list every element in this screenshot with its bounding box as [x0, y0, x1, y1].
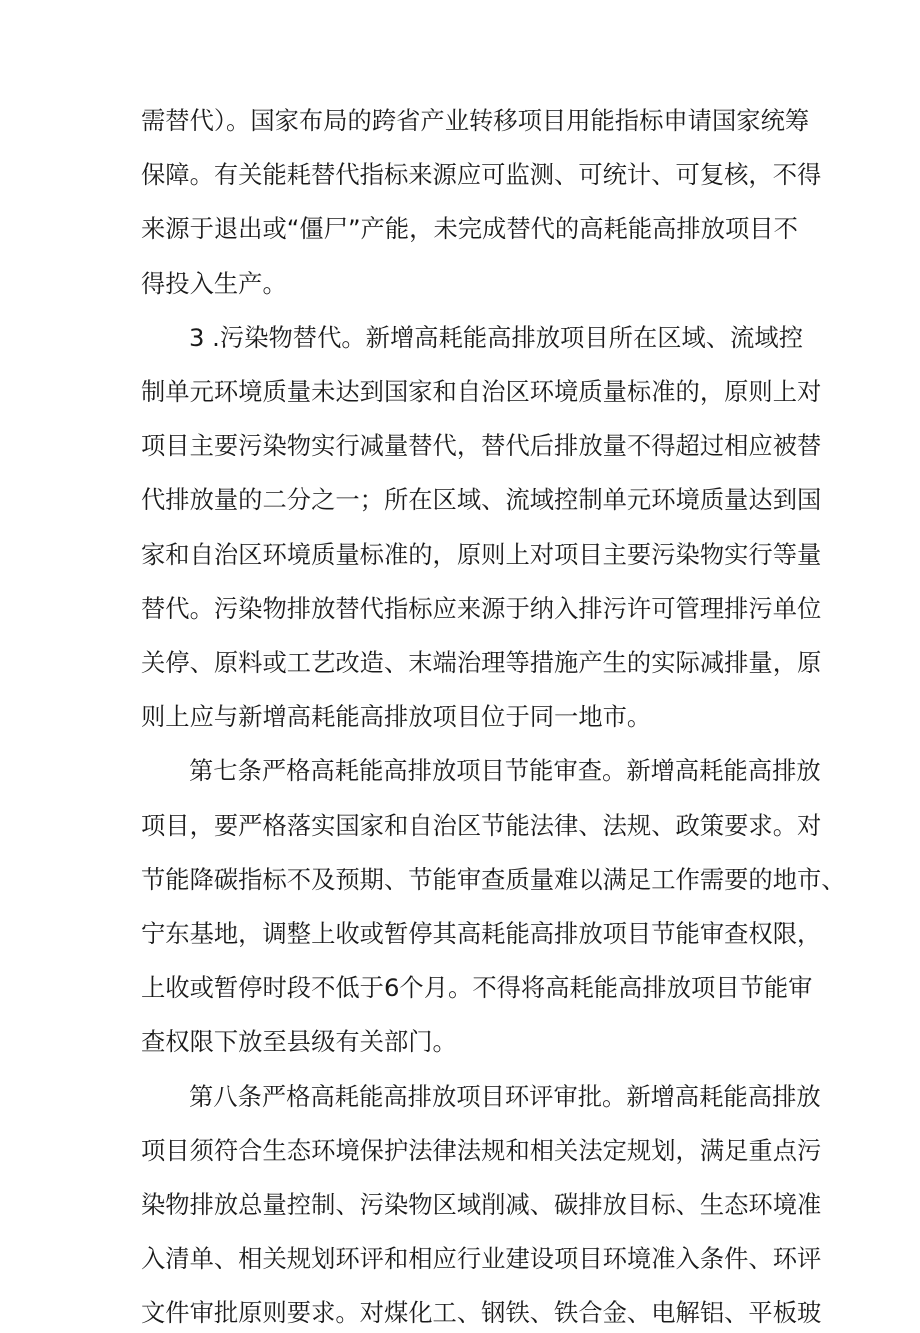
text-line: 来源于退出或“僵尸”产能，未完成替代的高耗能高排放项目不: [141, 214, 798, 243]
text-line: 家和自治区环境质量标准的，原则上对项目主要污染物实行等量: [141, 540, 822, 569]
text-line: 宁东基地，调整上收或暂停其高耗能高排放项目节能审查权限，: [141, 919, 822, 948]
text-line: 替代。污染物排放替代指标应来源于纳入排污许可管理排污单位: [141, 594, 822, 623]
text-line: 染物排放总量控制、污染物区域削减、碳排放目标、生态环境准: [141, 1190, 822, 1219]
text-line: 得投入生产。: [141, 269, 287, 298]
text-line: 上收或暂停时段不低于6个月。不得将高耗能高排放项目节能审: [141, 973, 813, 1002]
text-line: 3 .污染物替代。新增高耗能高排放项目所在区域、流域控: [189, 323, 804, 352]
text-line: 需替代）。国家布局的跨省产业转移项目用能指标申请国家统筹: [141, 106, 810, 135]
text-line: 入清单、相关规划环评和相应行业建设项目环境准入条件、环评: [141, 1244, 822, 1273]
text-line: 项目须符合生态环境保护法律法规和相关法定规划，满足重点污: [141, 1136, 822, 1165]
text-line: 文件审批原则要求。对煤化工、钢铁、铁合金、电解铝、平板玻: [141, 1298, 822, 1327]
text-line: 查权限下放至县级有关部门。: [141, 1027, 457, 1056]
text-line: 节能降碳指标不及预期、节能审查质量难以满足工作需要的地市、: [141, 865, 846, 894]
text-line: 项目，要严格落实国家和自治区节能法律、法规、政策要求。对: [141, 811, 822, 840]
text-line: 关停、原料或工艺改造、末端治理等措施产生的实际减排量，原: [141, 648, 822, 677]
text-line: 则上应与新增高耗能高排放项目位于同一地市。: [141, 702, 652, 731]
text-line: 第七条严格高耗能高排放项目节能审查。新增高耗能高排放: [189, 756, 821, 785]
text-line: 保障。有关能耗替代指标来源应可监测、可统计、可复核，不得: [141, 160, 822, 189]
text-line: 代排放量的二分之一；所在区域、流域控制单元环境质量达到国: [141, 485, 822, 514]
text-line: 第八条严格高耗能高排放项目环评审批。新增高耗能高排放: [189, 1082, 821, 1111]
text-line: 制单元环境质量未达到国家和自治区环境质量标准的，原则上对: [141, 377, 822, 406]
text-line: 项目主要污染物实行减量替代，替代后排放量不得超过相应被替: [141, 431, 822, 460]
